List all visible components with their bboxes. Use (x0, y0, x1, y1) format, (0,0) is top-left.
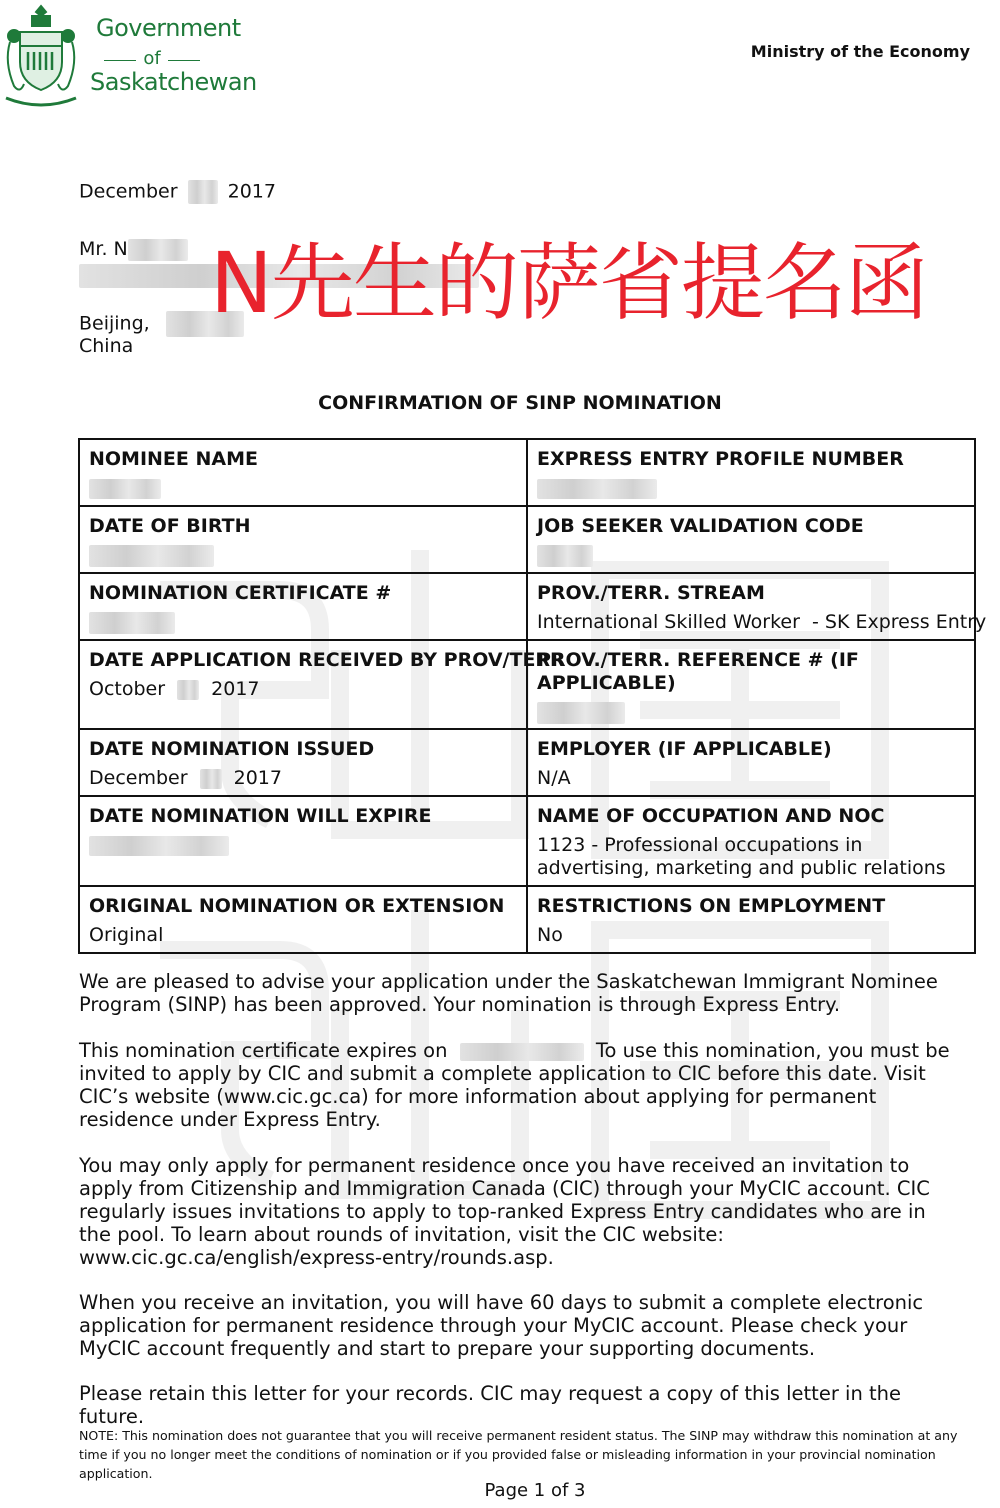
cell-label: NOMINEE NAME (89, 448, 258, 470)
table-row (79, 886, 975, 953)
salutation: Mr. N (79, 238, 128, 260)
table-cell (527, 573, 987, 640)
table-cell (79, 729, 527, 796)
table-cell (79, 640, 565, 729)
document-title: CONFIRMATION OF SINP NOMINATION (318, 392, 722, 414)
recipient-country: China (79, 335, 134, 357)
gov-wordmark-line3: Saskatchewan (90, 68, 257, 96)
overlay-caption: N先生的萨省提名函 (210, 234, 927, 332)
cell-label: JOB SEEKER VALIDATION CODE (537, 515, 864, 537)
cell-value: 1123 - Professional occupations in advertising, marketing and public relations (537, 834, 946, 879)
expiry-text-b: To use this nomination, you must be invited to apply by CIC and submit a complete application to CIC before this date. Visit CIC’s website (www.cic.gc.ca) for more information about applying for permanent residence under Express Entry. (79, 1039, 950, 1131)
gov-wordmark-line1: Government (96, 14, 241, 42)
redacted-value (537, 702, 625, 724)
paragraph-deadline: When you receive an invitation, you will have 60 days to submit a complete electronic application for permanent residence through your MyCIC account. Please check your MyCIC account frequently and start to prepare your supporting documents. (79, 1291, 924, 1360)
cell-value: Original (89, 924, 164, 946)
table-cell (527, 729, 975, 796)
redacted-day (177, 680, 199, 700)
redacted-value (89, 836, 229, 856)
month: October (89, 678, 166, 700)
table-cell (79, 573, 527, 640)
table-cell (79, 886, 527, 953)
table-cell (527, 640, 975, 729)
cell-value (89, 767, 517, 790)
paragraph-invitation: You may only apply for permanent residence once you have received an invitation to apply from Citizenship and Immigration Canada (CIC) through your MyCIC account. CIC regularly issues invitations to apply to top-ranked Express Entry candidates who are in the pool. To learn about rounds of invitation, visit the CIC website: www.cic.gc.ca/english/express-entry/rounds.asp. (79, 1154, 930, 1269)
ministry-name: Ministry of the Economy (750, 42, 970, 61)
date-year: 2017 (227, 180, 276, 203)
cell-value: No (537, 924, 563, 946)
saskatchewan-crest-icon (2, 2, 80, 112)
gov-wordmark-of: of (100, 48, 204, 69)
table-cell (79, 506, 527, 573)
table-row (79, 640, 975, 729)
city: Beijing, (79, 312, 150, 335)
page-number: Page 1 of 3 (484, 1480, 586, 1501)
table-cell (527, 439, 975, 506)
cell-value: N/A (537, 767, 571, 789)
year: 2017 (233, 767, 282, 789)
cell-label: DATE OF BIRTH (89, 515, 251, 537)
month: December (89, 767, 188, 789)
table-row (79, 506, 975, 573)
redacted-value (537, 545, 593, 567)
table-cell (79, 439, 527, 506)
year: 2017 (211, 678, 260, 700)
table-cell (527, 796, 975, 886)
table-row (79, 729, 975, 796)
footnote: NOTE: This nomination does not guarantee that you will receive permanent resident status. The SINP may withdraw this nomination at any time if you no longer meet the conditions of nomination or if you provided false or misleading information in your provincial nomination application. (79, 1428, 958, 1481)
table-cell (527, 506, 975, 573)
cell-label: PROV./TERR. STREAM (537, 582, 765, 604)
cell-label: NOMINATION CERTIFICATE # (89, 582, 392, 604)
redacted-expiry-date (460, 1043, 584, 1061)
redacted-value (89, 479, 161, 499)
table-cell (79, 796, 527, 886)
cell-label: RESTRICTIONS ON EMPLOYMENT (537, 895, 886, 917)
table-row (79, 796, 975, 886)
nomination-info-table (78, 438, 987, 954)
cell-label: DATE NOMINATION ISSUED (89, 738, 375, 760)
cell-value: International Skilled Worker - SK Express Entry (537, 611, 987, 633)
redacted-value (537, 479, 657, 499)
redacted-value (89, 545, 214, 567)
recipient-name (79, 238, 188, 261)
cell-label: ORIGINAL NOMINATION OR EXTENSION (89, 895, 505, 917)
cell-label: EMPLOYER (IF APPLICABLE) (537, 738, 832, 760)
redacted-day (188, 180, 218, 204)
table-cell (527, 886, 975, 953)
redacted-name (128, 239, 188, 261)
cell-label: DATE APPLICATION RECEIVED BY PROV/TERR (89, 649, 565, 671)
letter-date (79, 180, 276, 204)
cell-label: PROV./TERR. REFERENCE # (IF APPLICABLE) (537, 649, 859, 694)
paragraph-retain: Please retain this letter for your records. CIC may request a copy of this letter in the future. (79, 1382, 902, 1428)
redacted-day (200, 769, 222, 789)
table-row (79, 439, 975, 506)
paragraph-expiry (79, 1039, 959, 1131)
table-row (79, 573, 975, 640)
redacted-value (89, 612, 175, 634)
paragraph-approval: We are pleased to advise your application under the Saskatchewan Immigrant Nominee Program (SINP) has been approved. Your nomination is through Express Entry. (79, 970, 938, 1016)
date-month: December (79, 180, 178, 203)
cell-label: NAME OF OCCUPATION AND NOC (537, 805, 885, 827)
expiry-text-a: This nomination certificate expires on (79, 1039, 448, 1062)
cell-value (89, 678, 517, 701)
cell-label: DATE NOMINATION WILL EXPIRE (89, 805, 432, 827)
cell-label: EXPRESS ENTRY PROFILE NUMBER (537, 448, 904, 470)
